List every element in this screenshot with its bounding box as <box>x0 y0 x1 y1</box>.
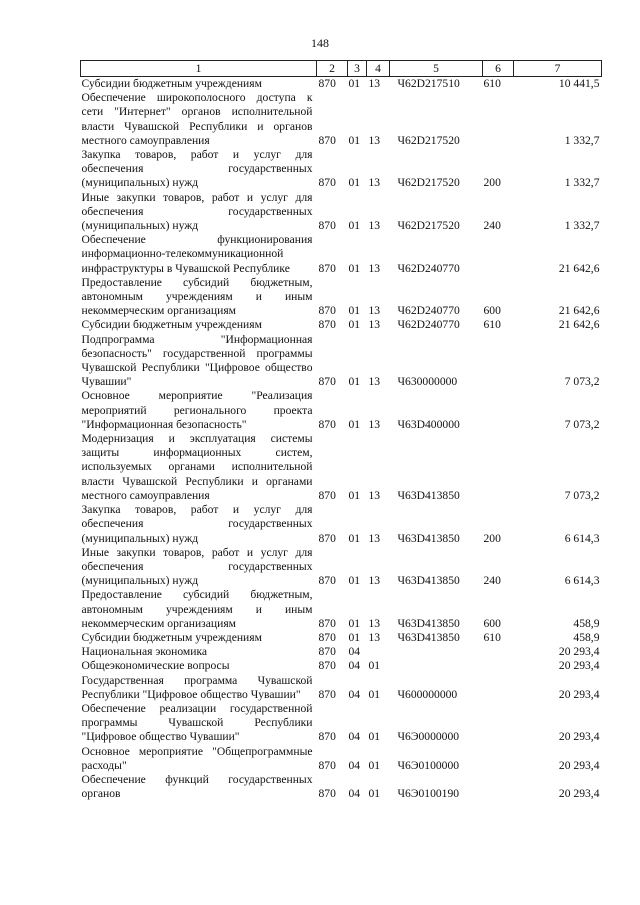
row-name: Закупка товаров, работ и услуг для обеспечения государственных (муниципальных) нужд <box>81 148 313 190</box>
row-amount: 1 332,7 <box>564 219 600 233</box>
row-section-code: 01 <box>348 417 361 431</box>
row-name: Обеспечение функционирования информационно-телекоммуникационной инфраструктуры в Чувашской Республике <box>81 233 313 275</box>
table-row <box>81 745 602 773</box>
table-row <box>81 631 602 645</box>
row-section-code: 01 <box>348 133 361 147</box>
row-expense-type <box>483 702 514 745</box>
row-section-code: 01 <box>348 488 361 502</box>
header-col-amount: 7 <box>514 61 602 77</box>
row-name: Субсидии бюджетным учреждениям <box>81 630 262 644</box>
row-name: Субсидии бюджетным учреждениям <box>81 77 262 90</box>
row-section-code: 01 <box>348 219 361 233</box>
row-amount: 7 073,2 <box>564 488 600 502</box>
row-section-code: 04 <box>348 758 361 772</box>
row-amount: 20 293,4 <box>558 659 600 673</box>
row-expense-type <box>483 91 514 148</box>
header-col-subsection: 4 <box>367 61 390 77</box>
row-expense-type: 610 <box>483 630 501 644</box>
row-subsection-code: 01 <box>368 730 381 744</box>
table-row <box>81 773 602 801</box>
row-target-article: Ч62D217520 <box>397 176 460 190</box>
row-admin-code: 870 <box>318 687 336 701</box>
row-section-code: 01 <box>348 630 361 644</box>
row-subsection-code: 01 <box>368 787 381 801</box>
row-section-code: 01 <box>348 616 361 630</box>
row-target-article: Ч630000000 <box>397 375 458 389</box>
row-section-code: 01 <box>348 176 361 190</box>
row-subsection-code: 13 <box>368 133 381 147</box>
row-name: Иные закупки товаров, работ и услуг для обеспечения государственных (муниципальных) нужд <box>81 545 313 588</box>
row-name: Обеспечение реализации государственной программы Чувашской Республики "Цифровое общество Чувашии" <box>81 701 313 744</box>
row-amount: 6 614,3 <box>564 531 600 545</box>
row-subsection-code: 13 <box>368 574 381 588</box>
row-admin-code: 870 <box>318 659 336 673</box>
row-target-article: Ч63D413850 <box>397 488 460 502</box>
row-section-code: 01 <box>348 77 361 90</box>
row-name: Национальная экономика <box>81 645 208 659</box>
row-admin-code: 870 <box>318 531 336 545</box>
row-admin-code: 870 <box>318 758 336 772</box>
table-row <box>81 91 602 148</box>
row-section-code: 01 <box>348 318 361 332</box>
row-subsection-code: 13 <box>368 375 381 389</box>
row-expense-type <box>483 233 514 276</box>
row-admin-code: 870 <box>318 417 336 431</box>
row-amount: 7 073,2 <box>564 375 600 389</box>
row-name: Основное мероприятие "Реализация мероприятий регионального проекта "Информационная безопасность" <box>81 389 313 431</box>
row-subsection-code: 13 <box>368 219 381 233</box>
row-expense-type <box>483 659 514 673</box>
row-expense-type <box>483 745 514 773</box>
row-admin-code: 870 <box>318 304 336 318</box>
row-target-article: Ч6Э0100190 <box>397 787 460 801</box>
row-subsection-code: 13 <box>368 261 381 275</box>
row-section-code: 01 <box>348 531 361 545</box>
row-amount: 1 332,7 <box>564 176 600 190</box>
table-row <box>81 503 602 546</box>
row-amount: 20 293,4 <box>558 687 600 701</box>
row-target-article: Ч63D413850 <box>397 574 460 588</box>
table-row <box>81 645 602 659</box>
row-subsection-code: 13 <box>368 488 381 502</box>
row-target-article: Ч6Э0100000 <box>397 758 460 772</box>
table-row <box>81 389 602 432</box>
row-expense-type <box>483 432 514 503</box>
row-target-article: Ч62D217510 <box>397 77 460 90</box>
budget-table <box>80 60 602 801</box>
row-target-article: Ч62D240770 <box>397 318 460 332</box>
row-name: Основное мероприятие "Общепрограммные расходы" <box>81 744 313 772</box>
row-name: Государственная программа Чувашской Республики "Цифровое общество Чувашии" <box>81 673 313 701</box>
row-name: Субсидии бюджетным учреждениям <box>81 318 262 332</box>
row-admin-code: 870 <box>318 375 336 389</box>
row-admin-code: 870 <box>318 133 336 147</box>
row-expense-type: 200 <box>483 176 501 190</box>
row-target-article: Ч63D400000 <box>397 417 460 431</box>
row-section-code: 01 <box>348 261 361 275</box>
row-expense-type <box>483 773 514 801</box>
row-target-article: Ч6Э0000000 <box>397 730 460 744</box>
row-expense-type: 600 <box>483 304 501 318</box>
row-expense-type <box>483 674 514 702</box>
row-admin-code: 870 <box>318 318 336 332</box>
row-expense-type: 610 <box>483 77 501 90</box>
row-admin-code: 870 <box>318 574 336 588</box>
row-amount: 21 642,6 <box>558 318 600 332</box>
row-expense-type <box>483 389 514 432</box>
header-col-expense-type: 6 <box>483 61 514 77</box>
row-subsection-code: 01 <box>368 758 381 772</box>
header-col-target-article: 5 <box>390 61 483 77</box>
row-subsection-code: 13 <box>368 531 381 545</box>
row-subsection-code: 13 <box>368 318 381 332</box>
row-target-article: Ч62D240770 <box>397 261 460 275</box>
row-subsection-code: 13 <box>368 417 381 431</box>
table-row <box>81 191 602 234</box>
row-section-code: 01 <box>348 304 361 318</box>
row-target-article: Ч600000000 <box>397 687 458 701</box>
table-row <box>81 318 602 332</box>
row-amount: 1 332,7 <box>564 133 600 147</box>
row-name: Модернизация и эксплуатация системы защиты информационных систем, используемых органами исполнительной власти Чувашской Республики и органами местного самоуправления <box>81 432 313 502</box>
row-expense-type: 240 <box>483 574 501 588</box>
row-subsection-code: 13 <box>368 176 381 190</box>
row-name: Подпрограмма "Информационная безопасность" государственной программы Чувашской Республики "Цифровое общество Чувашии" <box>81 332 313 389</box>
row-admin-code: 870 <box>318 730 336 744</box>
row-expense-type <box>483 645 514 659</box>
row-name: Обеспечение функций государственных органов <box>81 772 313 801</box>
row-admin-code: 870 <box>318 77 336 90</box>
header-col-admin: 2 <box>317 61 348 77</box>
row-target-article: Ч63D413850 <box>397 531 460 545</box>
row-section-code: 04 <box>348 659 361 673</box>
row-amount: 21 642,6 <box>558 304 600 318</box>
table-row <box>81 276 602 319</box>
row-section-code: 04 <box>348 645 361 659</box>
row-expense-type: 600 <box>483 616 501 630</box>
row-amount: 10 441,5 <box>558 77 600 90</box>
row-subsection-code: 01 <box>368 687 381 701</box>
row-subsection-code: 13 <box>368 630 381 644</box>
row-expense-type: 200 <box>483 531 501 545</box>
row-amount: 458,9 <box>573 630 600 644</box>
header-col-section: 3 <box>348 61 367 77</box>
row-target-article: Ч62D217520 <box>397 133 460 147</box>
row-name: Закупка товаров, работ и услуг для обеспечения государственных (муниципальных) нужд <box>81 503 313 545</box>
row-section-code: 01 <box>348 574 361 588</box>
row-amount: 20 293,4 <box>558 758 600 772</box>
row-name: Иные закупки товаров, работ и услуг для обеспечения государственных (муниципальных) нужд <box>81 190 313 233</box>
row-amount: 20 293,4 <box>558 787 600 801</box>
row-admin-code: 870 <box>318 176 336 190</box>
row-amount: 6 614,3 <box>564 574 600 588</box>
row-name: Предоставление субсидий бюджетным, автономным учреждениям и иным некоммерческим организациям <box>81 275 313 318</box>
row-section-code: 01 <box>348 375 361 389</box>
table-row <box>81 77 602 92</box>
header-row <box>81 61 602 77</box>
row-admin-code: 870 <box>318 645 336 659</box>
row-target-article: Ч63D413850 <box>397 630 460 644</box>
row-target-article <box>390 659 483 673</box>
row-admin-code: 870 <box>318 219 336 233</box>
row-subsection-code <box>367 645 390 659</box>
row-target-article <box>390 645 483 659</box>
row-amount: 21 642,6 <box>558 261 600 275</box>
row-expense-type <box>483 333 514 390</box>
header-col-name: 1 <box>81 61 317 77</box>
row-amount: 20 293,4 <box>558 645 600 659</box>
table-row <box>81 333 602 390</box>
row-section-code: 04 <box>348 787 361 801</box>
row-subsection-code: 01 <box>368 659 381 673</box>
table-row <box>81 674 602 702</box>
row-subsection-code: 13 <box>368 77 381 90</box>
row-admin-code: 870 <box>318 630 336 644</box>
row-amount: 7 073,2 <box>564 417 600 431</box>
table-row <box>81 546 602 589</box>
row-name: Предоставление субсидий бюджетным, автономным учреждениям и иным некоммерческим организациям <box>81 588 313 630</box>
row-admin-code: 870 <box>318 261 336 275</box>
row-target-article: Ч62D217520 <box>397 219 460 233</box>
row-expense-type: 240 <box>483 219 501 233</box>
row-subsection-code: 13 <box>368 616 381 630</box>
table-row <box>81 702 602 745</box>
row-name: Обеспечение широкополосного доступа к сети "Интернет" органов исполнительной власти Чувашской Республики и органов местного самоуправления <box>81 91 313 147</box>
row-admin-code: 870 <box>318 616 336 630</box>
row-subsection-code: 13 <box>368 304 381 318</box>
row-amount: 20 293,4 <box>558 730 600 744</box>
table-row <box>81 659 602 673</box>
row-target-article: Ч63D413850 <box>397 616 460 630</box>
row-target-article: Ч62D240770 <box>397 304 460 318</box>
row-amount: 458,9 <box>573 616 600 630</box>
table-row <box>81 432 602 503</box>
table-row <box>81 148 602 191</box>
row-expense-type: 610 <box>483 318 501 332</box>
row-admin-code: 870 <box>318 787 336 801</box>
table-body <box>81 77 602 802</box>
row-admin-code: 870 <box>318 488 336 502</box>
row-section-code: 04 <box>348 687 361 701</box>
table-row <box>81 588 602 631</box>
row-section-code: 04 <box>348 730 361 744</box>
page-number: 148 <box>311 36 329 50</box>
table-row <box>81 233 602 276</box>
row-name: Общеэкономические вопросы <box>81 659 230 673</box>
